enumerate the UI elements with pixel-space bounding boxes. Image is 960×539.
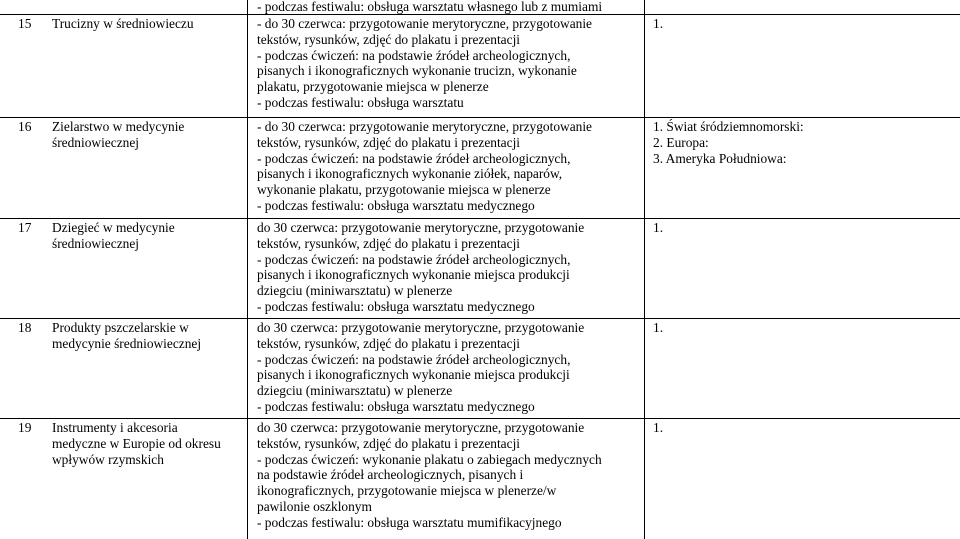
notes-line: 1. (653, 420, 664, 435)
description-line: pisanych i ikonograficznych wykonanie trucizn, wykonanie (257, 63, 577, 79)
row-description (257, 16, 592, 111)
description-line: pawilonie oszklonym (257, 498, 372, 514)
row-notes (653, 420, 663, 436)
row-number: 17 (18, 220, 32, 235)
notes-line: 1. (653, 320, 664, 335)
description-line: - podczas festiwalu: obsługa warsztatu medycznego (257, 197, 535, 213)
description-line: - podczas ćwiczeń: na podstawie źródeł archeologicznych, (257, 150, 571, 166)
row-description (257, 119, 592, 214)
title-line: średniowiecznej (52, 134, 139, 150)
description-line: pisanych i ikonograficznych wykonanie miejsca produkcji (257, 367, 570, 383)
row-divider (0, 318, 960, 319)
row-title (52, 320, 201, 352)
title-line: medycynie średniowiecznej (52, 335, 202, 351)
description-line: pisanych i ikonograficznych wykonanie miejsca produkcji (257, 267, 570, 283)
row-divider (0, 117, 960, 118)
title-line: Dziegieć w medycynie (52, 220, 175, 235)
description-line: na podstawie źródeł archeologicznych, pisanych i (257, 467, 524, 483)
row-number: 15 (18, 16, 32, 31)
row-description (257, 220, 584, 315)
description-line: - do 30 czerwca: przygotowanie merytoryczne, przygotowanie (257, 16, 592, 31)
description-line: - podczas festiwalu: obsługa warsztatu medycznego (257, 298, 535, 314)
row-notes (653, 220, 663, 236)
description-line: tekstów, rysunków, zdjęć do plakatu i prezentacji (257, 335, 521, 351)
notes-line: 1. Świat śródziemnomorski: (653, 119, 804, 134)
row-number: 18 (18, 320, 32, 335)
title-line: wpływów rzymskich (52, 451, 164, 467)
title-line: medyczne w Europie od okresu (52, 435, 221, 451)
description-line: dziegciu (miniwarsztatu) w plenerze (257, 383, 453, 399)
description-line: do 30 czerwca: przygotowanie merytoryczne, przygotowanie (257, 420, 585, 435)
row-title (52, 220, 175, 252)
description-line: wykonanie plakatu, przygotowanie miejsca w plenerze (257, 182, 551, 198)
description-line: - podczas ćwiczeń: na podstawie źródeł archeologicznych, (257, 251, 571, 267)
row-title (52, 16, 194, 32)
description-line: tekstów, rysunków, zdjęć do plakatu i prezentacji (257, 235, 521, 251)
description-line: - podczas festiwalu: obsługa warsztatu mumifikacyjnego (257, 514, 562, 530)
title-line: Instrumenty i akcesoria (52, 420, 178, 435)
description-line: dziegciu (miniwarsztatu) w plenerze (257, 283, 453, 299)
title-line: Trucizny w średniowieczu (52, 16, 194, 31)
description-line: - podczas ćwiczeń: na podstawie źródeł archeologicznych, (257, 351, 571, 367)
row-description (257, 320, 584, 415)
row-divider (0, 218, 960, 219)
description-line: - do 30 czerwca: przygotowanie merytoryczne, przygotowanie (257, 119, 592, 134)
title-line: średniowiecznej (52, 235, 139, 251)
description-line: - podczas festiwalu: obsługa warsztatu medycznego (257, 398, 535, 414)
description-line: - podczas ćwiczeń: wykonanie plakatu o zabiegach medycznych (257, 451, 602, 467)
row-notes (653, 119, 804, 166)
description-line: - podczas festiwalu: obsługa warsztatu (257, 94, 464, 110)
row-title (52, 119, 184, 151)
column-divider (644, 0, 645, 539)
row-number: 19 (18, 420, 32, 435)
description-line: do 30 czerwca: przygotowanie merytoryczne, przygotowanie (257, 220, 585, 235)
notes-line: 3. Ameryka Południowa: (653, 150, 787, 166)
row-notes (653, 16, 663, 32)
row-divider (0, 418, 960, 419)
description-line: - podczas ćwiczeń: na podstawie źródeł archeologicznych, (257, 47, 571, 63)
row-number: 16 (18, 119, 32, 134)
row-description (257, 420, 602, 531)
top-row-description (257, 0, 602, 15)
description-line: - podczas festiwalu: obsługa warsztatu własnego lub z mumiami (257, 0, 603, 14)
row-title (52, 420, 221, 467)
notes-line: 1. (653, 220, 664, 235)
row-notes (653, 320, 663, 336)
description-line: tekstów, rysunków, zdjęć do plakatu i prezentacji (257, 134, 521, 150)
description-line: tekstów, rysunków, zdjęć do plakatu i prezentacji (257, 31, 521, 47)
column-divider (247, 0, 248, 539)
notes-line: 2. Europa: (653, 134, 709, 150)
title-line: Produkty pszczelarskie w (52, 320, 189, 335)
title-line: Zielarstwo w medycynie (52, 119, 185, 134)
description-line: plakatu, przygotowanie miejsca w plenerze (257, 79, 489, 95)
description-line: tekstów, rysunków, zdjęć do plakatu i prezentacji (257, 435, 521, 451)
notes-line: 1. (653, 16, 664, 31)
description-line: ikonograficznych, przygotowanie miejsca w plenerze/w (257, 483, 557, 499)
description-line: do 30 czerwca: przygotowanie merytoryczne, przygotowanie (257, 320, 585, 335)
description-line: pisanych i ikonograficznych wykonanie ziółek, naparów, (257, 166, 563, 182)
